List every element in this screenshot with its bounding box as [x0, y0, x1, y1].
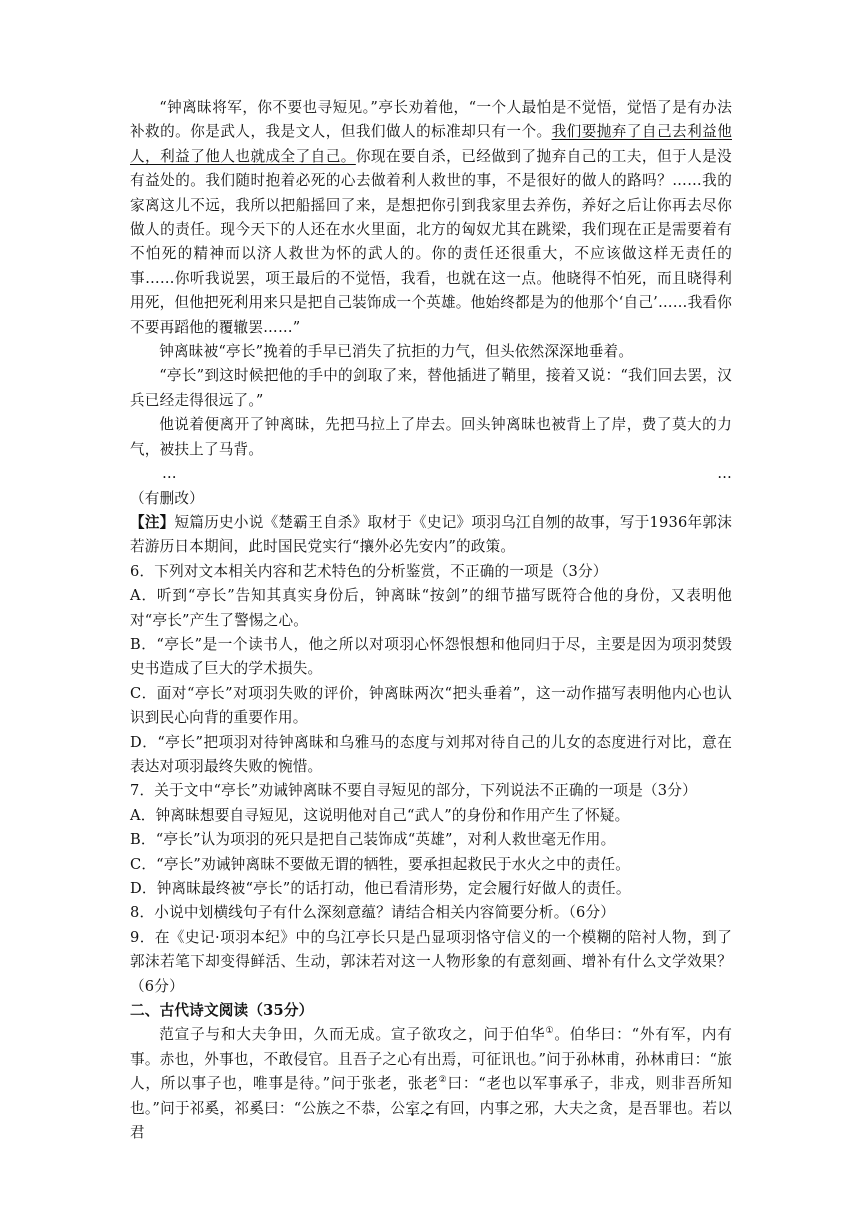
footnote-marker-1: ①: [545, 1026, 555, 1037]
question-7: 7．关于文中“亭长”劝诫钟离昧不要自寻短见的部分，下列说法不正确的一项是（3分）: [130, 782, 697, 800]
question-6: 6．下列对文本相关内容和艺术特色的分析鉴赏，不正确的一项是（3分）: [130, 562, 608, 580]
source-note: （有删改）: [130, 489, 204, 507]
emphasis-dot-char: 室: [405, 1099, 421, 1117]
passage-paragraph-1: [130, 96, 732, 340]
note-text: 短篇历史小说《楚霸王自杀》取材于《史记》项羽乌江自刎的故事，写于1936年郭沫若游历日本期间，此时国民党实行“攘外必先安内”的政策。: [130, 513, 732, 556]
paragraph-text: 你现在要自杀，已经做到了抛弃自己的工夫，但于人是没有益处的。我们随时抱着必死的心去做着利人救世的事，不是很好的做人的路吗？……我的家离这儿不远，我所以把船摇回了来，是想把你引到我家里去养伤，养好之后让你再去尽你做人的责任。现今天下的人还在水火里面，北方的匈奴尤其在跳梁，我们现在正是需要着有不怕死的精神而以济人救世为怀的武人的。你的责任还很重大，不应该做这样无责任的事……你听我说罢，项王最后的不觉悟，我看，也就在这一点。他晓得不怕死，而且晓得利用死，但他把死利用来只是把自己装饰成一个英雄。他始终都是为的他那个‘自己’……我看你不要再蹈他的覆辙罢……”: [130, 147, 732, 336]
question-6-option-c: C．面对“亭长”对项羽失败的评价，钟离昧两次“把头垂着”，这一动作描写表明他内心也认识到民心向背的重要作用。: [130, 684, 732, 727]
classical-text: 曰：“老也以军事承子，非戎，则非吾所知也。”问于祁奚，祁奚曰：“公族之不恭，: [130, 1075, 732, 1117]
ellipsis-left: …: [162, 465, 177, 483]
question-7-option-c: C．“亭长”劝诫钟离昧不要做无谓的牺牲，要承担起救民于水火之中的责任。: [130, 855, 631, 873]
passage-paragraph-4: 他说着便离开了钟离昧，先把马拉上了岸去。回头钟离昧也被背上了岸，费了莫大的力气，被扶上了马背。: [130, 416, 732, 458]
question-7-option-d: D．钟离昧最终被“亭长”的话打动，他已看清形势，定会履行好做人的责任。: [130, 880, 631, 897]
underlined-sentence: 我们要抛弃了自己去利益他人，利益了他人也就成全了自己。: [130, 123, 732, 165]
ellipsis-right: …: [717, 465, 732, 483]
question-7-option-b: B．“亭长”认为项羽的死只是把自己装饰成“英雄”，对利人救世毫无作用。: [130, 831, 616, 849]
classical-text: 之有回，内事之邪，大夫之贪，是吾罪也。若以君: [130, 1099, 733, 1142]
passage-text: [130, 96, 732, 1145]
paragraph-text: “钟离昧将军，你不要也寻短见。”亭长劝着他，“一个人最怕是不觉悟，觉悟了是有办法补救的。你是武人，我是文人，但我们做人的标准却只有一个。: [130, 99, 732, 141]
emphasis-dot-char: 公: [390, 1099, 406, 1117]
question-6-option-a: A．听到“亭长”告知其真实身份后，钟离昧“按剑”的细节描写既符合他的身份，又表明他对“亭长”产生了警惕之心。: [130, 587, 732, 629]
passage-paragraph-2: 钟离昧被“亭长”挽着的手早已消失了抗拒的力气，但头依然深深地垂着。: [159, 343, 634, 361]
ellipsis-row: [130, 462, 732, 486]
question-7-option-a: A．钟离昧想要自寻短见，这说明他对自己“武人”的身份和作用产生了怀疑。: [130, 806, 630, 824]
note-label: 【注】: [130, 513, 175, 531]
classical-text: 。伯华曰：“外有军，内有事。赤也，外事也，不敢侵官。且吾子之心有出焉，可征讯也。”问于孙林甫，孙林甫曰：“旅人，所以事子也，唯事是待。”问于张老，张老: [130, 1026, 732, 1093]
question-9: 9．在《史记·项羽本纪》中的乌江亭长只是凸显项羽恪守信义的一个模糊的陪衬人物，到了郭沫若笔下却变得鲜活、生动，郭沫若对这一人物形象的有意刻画、增补有什么文学效果？（6分）: [130, 928, 732, 995]
annotation-note: [130, 511, 732, 560]
footnote-marker-2: ②: [438, 1075, 448, 1086]
passage-paragraph-3: “亭长”到这时候把他的手中的剑取了来，替他插进了鞘里，接着又说：“我们回去罢，汉兵已经走得很远了。”: [130, 367, 732, 409]
question-8: 8．小说中划横线句子有什么深刻意蕴？请结合相关内容简要分析。（6分）: [130, 904, 616, 922]
classical-text: 范宣子与和大夫争田，久而无成。宣子欲攻之，问于伯华: [159, 1026, 546, 1044]
section-2-heading: 二、古代诗文阅读（35分）: [130, 1002, 314, 1020]
question-6-option-d: D．“亭长”把项羽对待钟离昧和乌雅马的态度与刘邦对待自己的儿女的态度进行对比，意在表达对项羽最终失败的惋惜。: [130, 733, 732, 775]
question-6-option-b: B．“亭长”是一个读书人，他之所以对项羽心怀怨恨想和他同归于尽，主要是因为项羽焚毁史书造成了巨大的学术损失。: [130, 635, 732, 678]
classical-passage: [130, 1023, 732, 1145]
